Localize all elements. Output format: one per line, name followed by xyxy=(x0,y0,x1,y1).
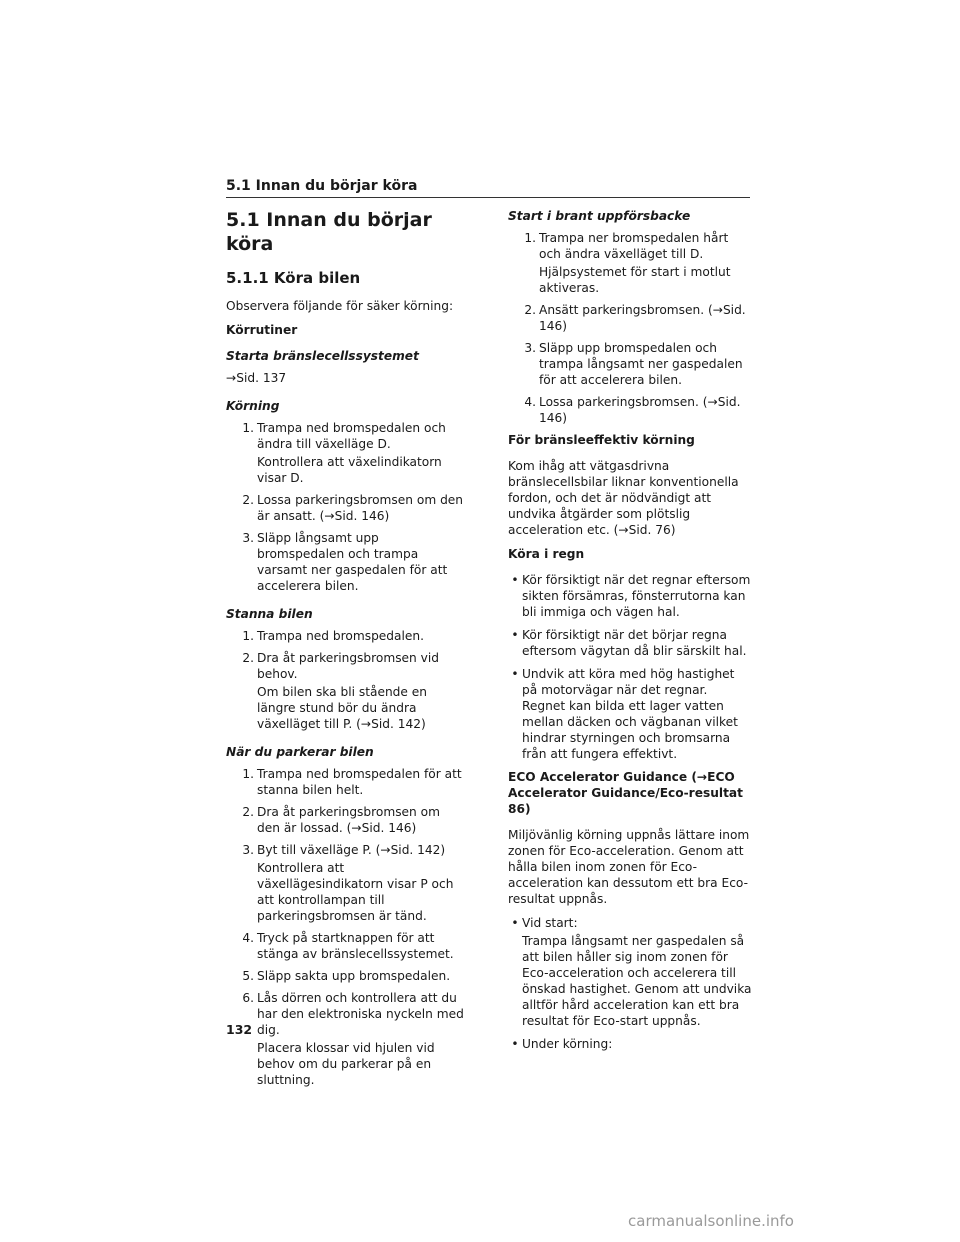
subsection-title: 5.1.1 Köra bilen xyxy=(226,269,361,287)
list-item-text: Lossa parkeringsbromsen. (→Sid. 146) xyxy=(539,395,741,425)
step-number: 3. xyxy=(524,341,536,355)
list-step xyxy=(236,650,466,732)
list-item-body xyxy=(257,968,466,984)
list-item-note: Placera klossar vid hjulen vid behov om du parkerar på en sluttning. xyxy=(257,1041,435,1087)
hill-heading: Start i brant uppförsbacke xyxy=(508,209,691,223)
bullet-dot-icon: • xyxy=(511,573,519,587)
watermark: carmanualsonline.info xyxy=(628,1212,794,1230)
intro-text: Observera följande för säker körning: xyxy=(226,299,454,313)
list-item-body xyxy=(522,1036,752,1052)
list-step xyxy=(236,766,466,798)
page-number: 132 xyxy=(226,1022,253,1037)
step-number: 3. xyxy=(242,843,254,857)
list-item-text: Ansätt parkeringsbromsen. (→Sid. 146) xyxy=(539,303,746,333)
list-step xyxy=(236,842,466,924)
list-item-body xyxy=(522,572,752,620)
list-item-body xyxy=(257,628,466,644)
list-item-body xyxy=(257,804,466,836)
step-number: 2. xyxy=(242,805,254,819)
list-step xyxy=(236,530,466,594)
list-item-body xyxy=(257,420,466,486)
step-number: 1. xyxy=(524,231,536,245)
list-item-text: Dra åt parkeringsbromsen vid behov. xyxy=(257,651,439,681)
running-header: 5.1 Innan du börjar köra xyxy=(226,178,750,198)
list-item-note: Hjälpsystemet för start i motlut aktiveras. xyxy=(539,265,731,295)
driving-steps xyxy=(226,420,466,594)
list-item-body xyxy=(257,650,466,732)
start-heading: Starta bränslecellssystemet xyxy=(226,349,419,363)
list-step xyxy=(236,804,466,836)
list-item-text: Vid start: xyxy=(522,916,578,930)
step-number: 1. xyxy=(242,421,254,435)
list-item-text: Kör försiktigt när det börjar regna eftersom vägytan då blir särskilt hal. xyxy=(522,628,747,658)
list-item-text: Dra åt parkeringsbromsen om den är lossad. (→Sid. 146) xyxy=(257,805,440,835)
list-item-body xyxy=(257,766,466,798)
hill-steps xyxy=(508,230,752,426)
list-item-text: Lås dörren och kontrollera att du har den elektroniska nyckeln med dig. xyxy=(257,991,464,1037)
park-steps xyxy=(226,766,466,1088)
list-item-text: Byt till växelläge P. (→Sid. 142) xyxy=(257,843,446,857)
bullet-dot-icon: • xyxy=(511,1037,519,1051)
list-step xyxy=(236,990,466,1088)
list-bullet xyxy=(508,915,752,1029)
step-number: 5. xyxy=(242,969,254,983)
list-item-text: Trampa ned bromspedalen och ändra till växelläge D. xyxy=(257,421,446,451)
list-item-text: Trampa ned bromspedalen för att stanna bilen helt. xyxy=(257,767,462,797)
list-step xyxy=(236,968,466,984)
list-item-body xyxy=(522,627,752,659)
list-step xyxy=(518,340,752,388)
list-step xyxy=(236,930,466,962)
rain-bullets xyxy=(508,572,752,762)
list-item-text: Tryck på startknappen för att stänga av bränslecellssystemet. xyxy=(257,931,454,961)
list-step xyxy=(236,492,466,524)
driving-heading: Körning xyxy=(226,399,280,413)
eco-heading: ECO Accelerator Guidance (→ECO Accelerator Guidance/Eco-resultat 86) xyxy=(508,770,743,816)
list-bullet xyxy=(508,1036,752,1052)
list-bullet xyxy=(508,627,752,659)
list-bullet xyxy=(508,666,752,762)
list-step xyxy=(518,302,752,334)
list-item-text: Trampa ned bromspedalen. xyxy=(257,629,424,643)
right-column xyxy=(508,208,752,1059)
efficiency-heading: För bränsleeffektiv körning xyxy=(508,433,695,447)
list-step xyxy=(236,420,466,486)
stop-heading: Stanna bilen xyxy=(226,607,313,621)
list-item-note: Kontrollera att växelindikatorn visar D. xyxy=(257,455,442,485)
list-item-body xyxy=(539,302,752,334)
list-step xyxy=(518,230,752,296)
bullet-dot-icon: • xyxy=(511,916,519,930)
list-item-body xyxy=(257,492,466,524)
rain-heading: Köra i regn xyxy=(508,547,585,561)
list-item-body xyxy=(522,915,752,1029)
bullet-dot-icon: • xyxy=(511,667,519,681)
step-number: 2. xyxy=(242,651,254,665)
stop-steps xyxy=(226,628,466,732)
list-item-body xyxy=(539,340,752,388)
list-item-body xyxy=(257,930,466,962)
list-bullet xyxy=(508,572,752,620)
list-item-body xyxy=(522,666,752,762)
section-title: 5.1 Innan du börjar köra xyxy=(226,209,432,255)
list-item-body xyxy=(257,842,466,924)
list-step xyxy=(236,628,466,644)
step-number: 3. xyxy=(242,531,254,545)
step-number: 2. xyxy=(242,493,254,507)
list-item-note: Om bilen ska bli stående en längre stund bör du ändra växelläget till P. (→Sid. 142) xyxy=(257,685,428,731)
list-item-text: Släpp sakta upp bromspedalen. xyxy=(257,969,451,983)
step-number: 4. xyxy=(242,931,254,945)
list-item-text: Kör försiktigt när det regnar eftersom sikten försämras, fönsterrutorna kan bli immiga och vägen hal. xyxy=(522,573,751,619)
list-item-text: Under körning: xyxy=(522,1037,613,1051)
list-item-text: Lossa parkeringsbromsen om den är ansatt. (→Sid. 146) xyxy=(257,493,464,523)
list-item-text: Undvik att köra med hög hastighet på motorvägar när det regnar. Regnet kan bilda ett lager vatten mellan däcken och vägbanan vilket hindrar styrningen och bromsarna från att fungera effektivt. xyxy=(522,667,738,761)
step-number: 6. xyxy=(242,991,254,1005)
list-item-body xyxy=(257,990,466,1088)
list-item-note: Trampa långsamt ner gaspedalen så att bilen håller sig inom zonen för Eco-acceleration och accelerera till önskad hastighet. Genom att undvika alltför hård acceleration kan ett bra resultat för Eco-start uppnås. xyxy=(522,934,752,1028)
eco-bullets xyxy=(508,915,752,1052)
list-item-body xyxy=(257,530,466,594)
step-number: 1. xyxy=(242,767,254,781)
step-number: 2. xyxy=(524,303,536,317)
list-item-body xyxy=(539,394,752,426)
step-number: 1. xyxy=(242,629,254,643)
step-number: 4. xyxy=(524,395,536,409)
list-item-text: Släpp långsamt upp bromspedalen och trampa varsamt ner gaspedalen för att accelerera bilen. xyxy=(257,531,448,593)
list-item-note: Kontrollera att växellägesindikatorn visar P och att kontrollampan till parkeringsbromsen är tänd. xyxy=(257,861,454,923)
routines-heading: Körrutiner xyxy=(226,323,298,337)
bullet-dot-icon: • xyxy=(511,628,519,642)
left-column xyxy=(226,208,466,1094)
list-step xyxy=(518,394,752,426)
list-item-text: Släpp upp bromspedalen och trampa långsamt ner gaspedalen för att accelerera bilen. xyxy=(539,341,743,387)
park-heading: När du parkerar bilen xyxy=(226,745,374,759)
list-item-text: Trampa ner bromspedalen hårt och ändra växelläget till D. xyxy=(539,231,729,261)
eco-text: Miljövänlig körning uppnås lättare inom zonen för Eco-acceleration. Genom att hålla bilen inom zonen för Eco-acceleration kan dessutom ett bra Eco-resultat uppnås. xyxy=(508,828,750,906)
efficiency-text: Kom ihåg att vätgasdrivna bränslecellsbilar liknar konventionella fordon, och det är nödvändigt att undvika åtgärder som plötslig acceleration etc. (→Sid. 76) xyxy=(508,459,739,537)
list-item-body xyxy=(539,230,752,296)
start-reference-link[interactable]: →Sid. 137 xyxy=(226,371,287,385)
